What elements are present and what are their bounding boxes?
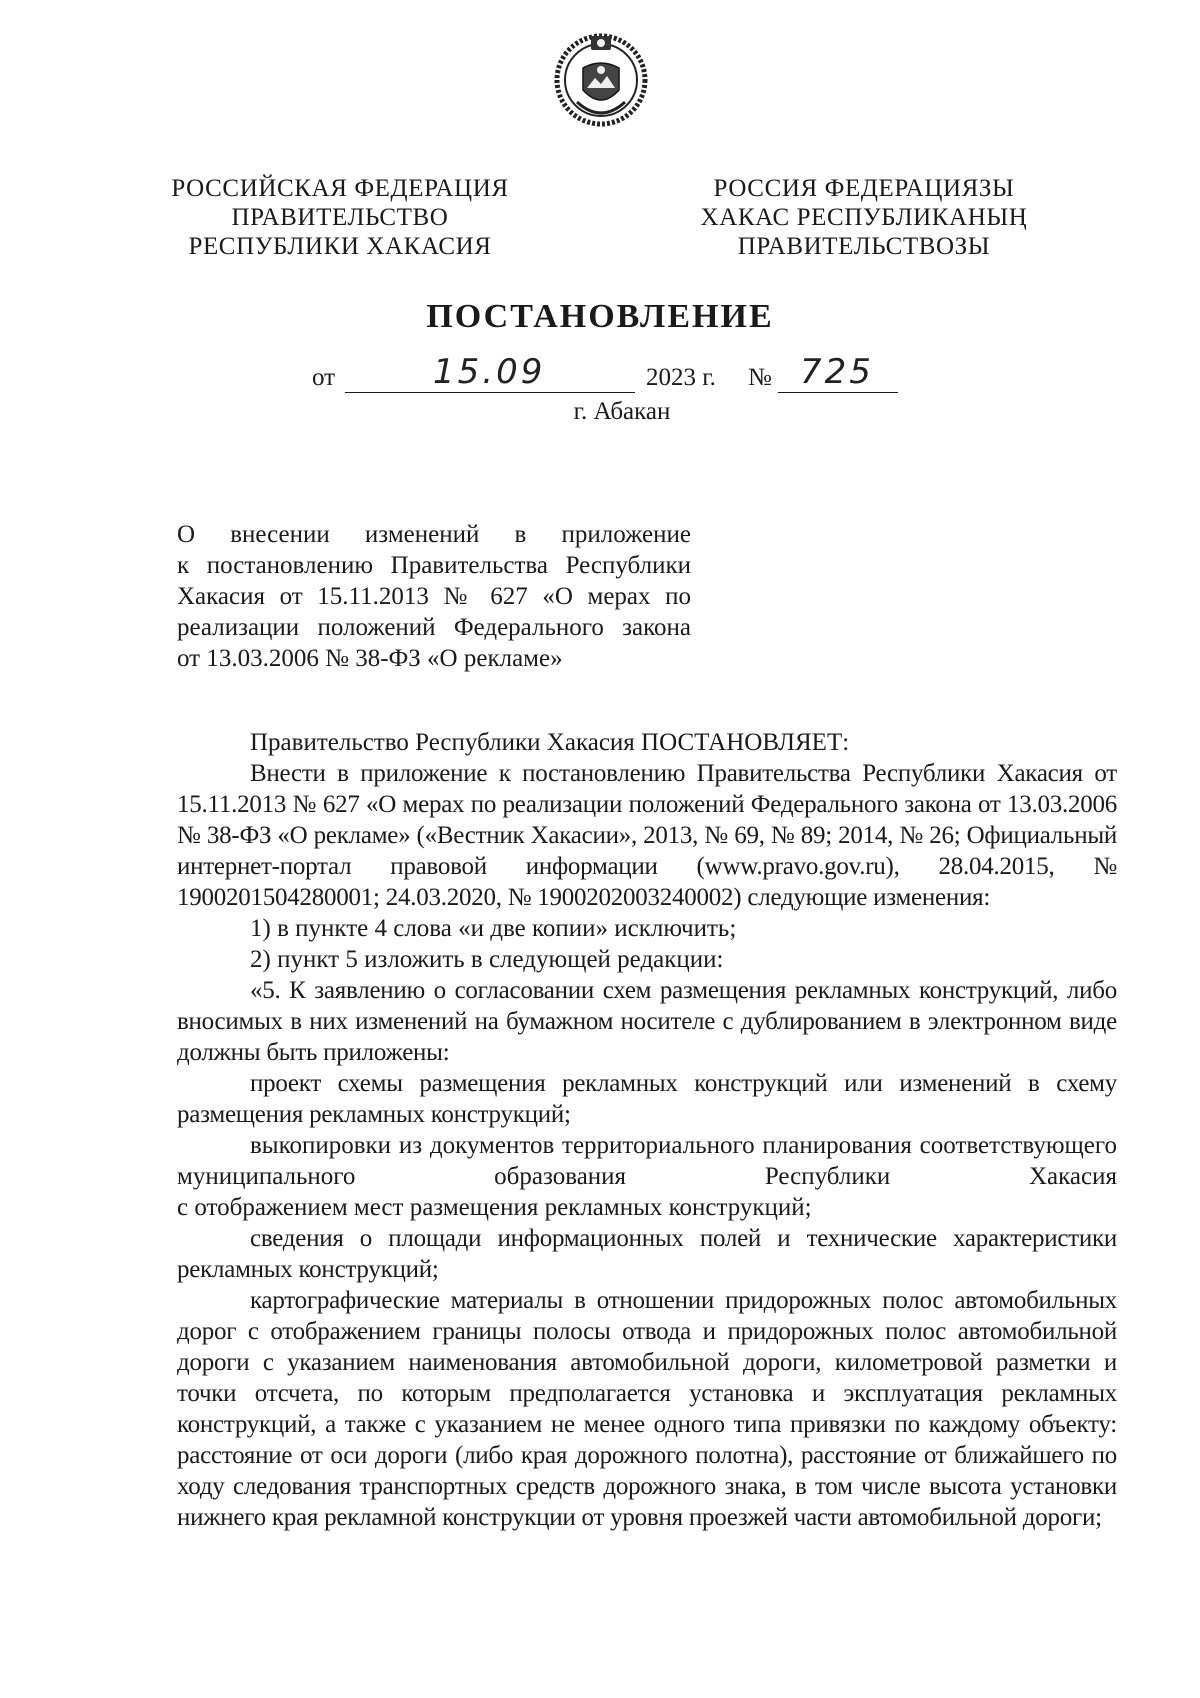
date-prefix: от	[312, 364, 336, 391]
city-name: г. Абакан	[573, 398, 671, 425]
attachment-item-maps: картографические материалы в отношении придорожных полос автомобильных дорог с отображением границы полосы отвода и придорожных полос автомобильной дороги с указанием наименования автомобильной дороги, километровой разметки и точки отсчета, по которым предполагается установка и эксплуатация рекламных конструкций, а также с указанием не менее одного типа привязки по каждому объекту: расстояние от оси дороги (либо края дорожного полотна), расстояние от ближайшего по ходу следования транспортных средств дорожного знака, в том числе высота установки нижнего края рекламной конструкции от уровня проезжей части автомобильной дороги;	[177, 1287, 1117, 1531]
subject-line: от 13.03.2006 № 38-ФЗ «О рекламе»	[177, 645, 563, 672]
intro-paragraph: Внести в приложение к постановлению Правительства Республики Хакасия от 15.11.2013 № 627 «О мерах по реализации положений Федерального закона от 13.03.2006 № 38-ФЗ «О рекламе» («Вестник Хакасии», 2013, № 69, № 89; 2014, № 26; Официальный интернет-портал правовой информации (www.pravo.gov.ru), 28.04.2015, № 1900201504280001; 24.03.2020, № 1900202003240002) следующие изменения:	[177, 760, 1117, 911]
header-right-khakas	[664, 174, 1064, 261]
header-right-line: ПРАВИТЕЛЬСТВОЗЫ	[737, 233, 991, 260]
header-left-line: ПРАВИТЕЛЬСТВО	[231, 204, 449, 231]
attachment-item-extracts: выкопировки из документов территориального планирования соответствующего муниципального образования Республики Хакасия	[177, 1132, 1117, 1190]
attachment-item-extracts-end: с отображением мест размещения рекламных конструкций;	[177, 1194, 812, 1221]
number-underline	[778, 392, 898, 393]
coat-of-arms-emblem	[551, 28, 651, 128]
subject-line: Хакасия от 15.11.2013 № 627 «О мерах по	[177, 583, 691, 610]
handwritten-date: 15.09	[433, 352, 546, 392]
date-underline	[345, 392, 635, 393]
attachment-item-info-fields: сведения о площади информационных полей и технические характеристики рекламных конструкций;	[177, 1225, 1117, 1283]
list-item-1: 1) в пункте 4 слова «и две копии» исключить;	[250, 915, 737, 942]
attachment-item-scheme: проект схемы размещения рекламных конструкций или изменений в схему размещения рекламных конструкций;	[177, 1070, 1117, 1128]
handwritten-number: 725	[800, 352, 874, 392]
header-right-line: РОССИЯ ФЕДЕРАЦИЯЗЫ	[713, 175, 1015, 202]
number-sign: №	[748, 364, 772, 391]
date-year: 2023 г.	[646, 364, 716, 391]
subject-line: реализации положений Федерального закона	[177, 614, 691, 641]
document-body	[177, 727, 1117, 1533]
header-left-line: РОССИЙСКАЯ ФЕДЕРАЦИЯ	[171, 175, 509, 202]
paragraph-5: «5. К заявлению о согласовании схем размещения рекламных конструкций, либо вносимых в них изменений на бумажном носителе с дублированием в электронном виде должны быть приложены:	[177, 977, 1117, 1066]
subject-line: О внесении изменений в приложение	[177, 521, 691, 548]
document-title: ПОСТАНОВЛЕНИЕ	[426, 298, 774, 335]
header-left-ru	[140, 174, 540, 261]
header-left-line: РЕСПУБЛИКИ ХАКАСИЯ	[188, 233, 492, 260]
header-right-line: ХАКАС РЕСПУБЛИКАНЫҢ	[700, 204, 1028, 231]
subject-line: к постановлению Правительства Республики	[177, 552, 691, 579]
list-item-2: 2) пункт 5 изложить в следующей редакции:	[250, 946, 724, 973]
decree-line: Правительство Республики Хакасия ПОСТАНОВЛЯЕТ:	[250, 729, 850, 756]
subject-block	[177, 519, 691, 674]
